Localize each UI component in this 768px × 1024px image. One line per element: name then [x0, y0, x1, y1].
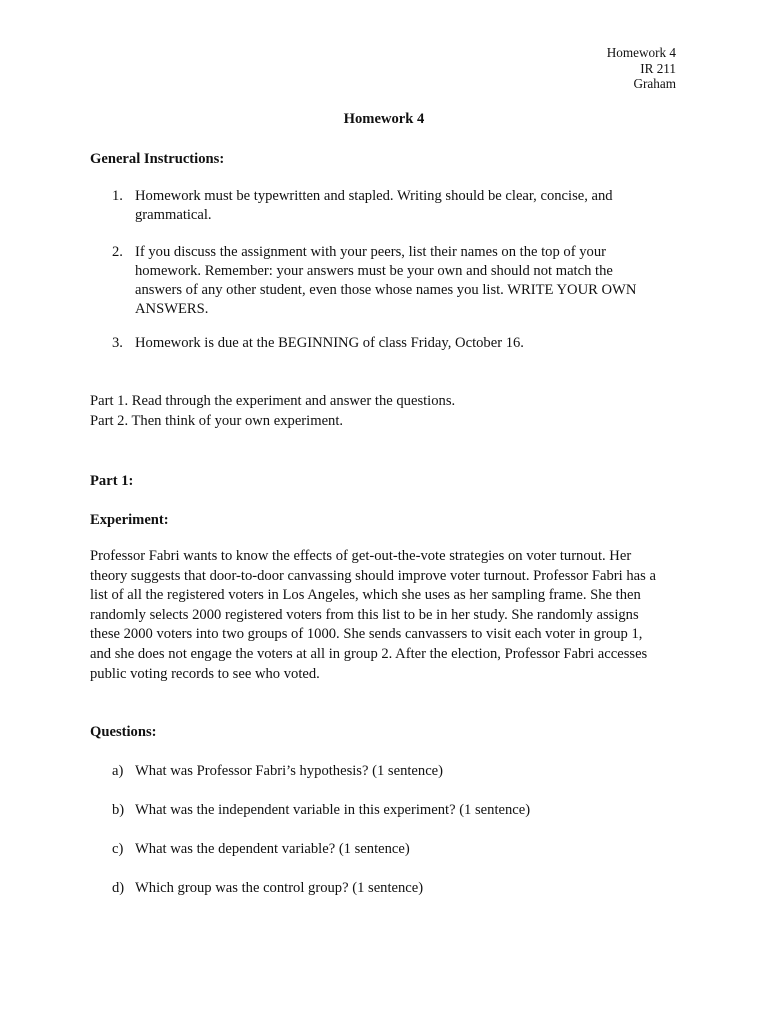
paragraph-line: public voting records to see who voted. — [90, 665, 320, 682]
list-item-text — [135, 187, 675, 225]
header-assignment: Homework 4 — [606, 45, 676, 60]
question-text: What was the independent variable in this experiment? (1 sentence) — [135, 802, 531, 818]
paragraph-line: Professor Fabri wants to know the effects of get-out-the-vote strategies on voter turnout. Her — [90, 548, 632, 564]
document-header — [607, 45, 676, 92]
experiment-paragraph — [90, 547, 690, 684]
page-title: Homework 4 — [343, 111, 425, 127]
question-marker: d) — [112, 880, 125, 896]
question-text: What was Professor Fabri’s hypothesis? (1 sentence) — [135, 763, 444, 779]
questions-heading: Questions: — [90, 724, 157, 740]
list-item-line: Homework must be typewritten and stapled. Writing should be clear, concise, and — [135, 188, 613, 204]
part1-overview: Part 1. Read through the experiment and answer the questions. — [90, 393, 456, 409]
list-item-line: ANSWERS. — [135, 301, 209, 317]
question-text: What was the dependent variable? (1 sentence) — [135, 841, 410, 857]
part1-heading: Part 1: — [90, 473, 134, 489]
list-item-line: Homework is due at the BEGINNING of class Friday, October 16. — [135, 335, 524, 351]
list-item-line: If you discuss the assignment with your peers, list their names on the top of your — [135, 244, 606, 260]
general-instructions-heading: General Instructions: — [90, 151, 225, 167]
list-item-line: homework. Remember: your answers must be your own and should not match the — [135, 263, 613, 279]
paragraph-line: randomly selects 2000 registered voters from this list to be in her study. She randomly assigns — [90, 606, 639, 623]
list-item-text — [135, 334, 675, 353]
paragraph-line: these 2000 voters into two groups of 1000. She sends canvassers to visit each voter in group 1, — [90, 626, 643, 643]
list-item-text — [135, 243, 675, 319]
paragraph-line: list of all the registered voters in Los Angeles, which she uses as her sampling frame. She then — [90, 587, 641, 604]
paragraph-line: and she does not engage the voters at all in group 2. After the election, Professor Fabri accesses — [90, 645, 648, 662]
header-course: IR 211 — [640, 60, 676, 76]
question-marker: c) — [112, 841, 124, 857]
paragraph-line: theory suggests that door-to-door canvassing should improve voter turnout. Professor Fabri has a — [90, 567, 656, 584]
question-marker: a) — [112, 763, 124, 779]
list-marker: 3. — [112, 335, 123, 351]
question-text: Which group was the control group? (1 sentence) — [135, 880, 424, 896]
list-marker: 1. — [112, 188, 123, 204]
part2-overview: Part 2. Then think of your own experiment. — [90, 413, 344, 429]
experiment-heading: Experiment: — [90, 512, 169, 528]
list-item-line: answers of any other student, even those whose names you list. WRITE YOUR OWN — [135, 282, 637, 298]
list-marker: 2. — [112, 244, 123, 260]
question-marker: b) — [112, 802, 125, 818]
list-item-line: grammatical. — [135, 207, 212, 223]
header-instructor: Graham — [633, 76, 676, 91]
